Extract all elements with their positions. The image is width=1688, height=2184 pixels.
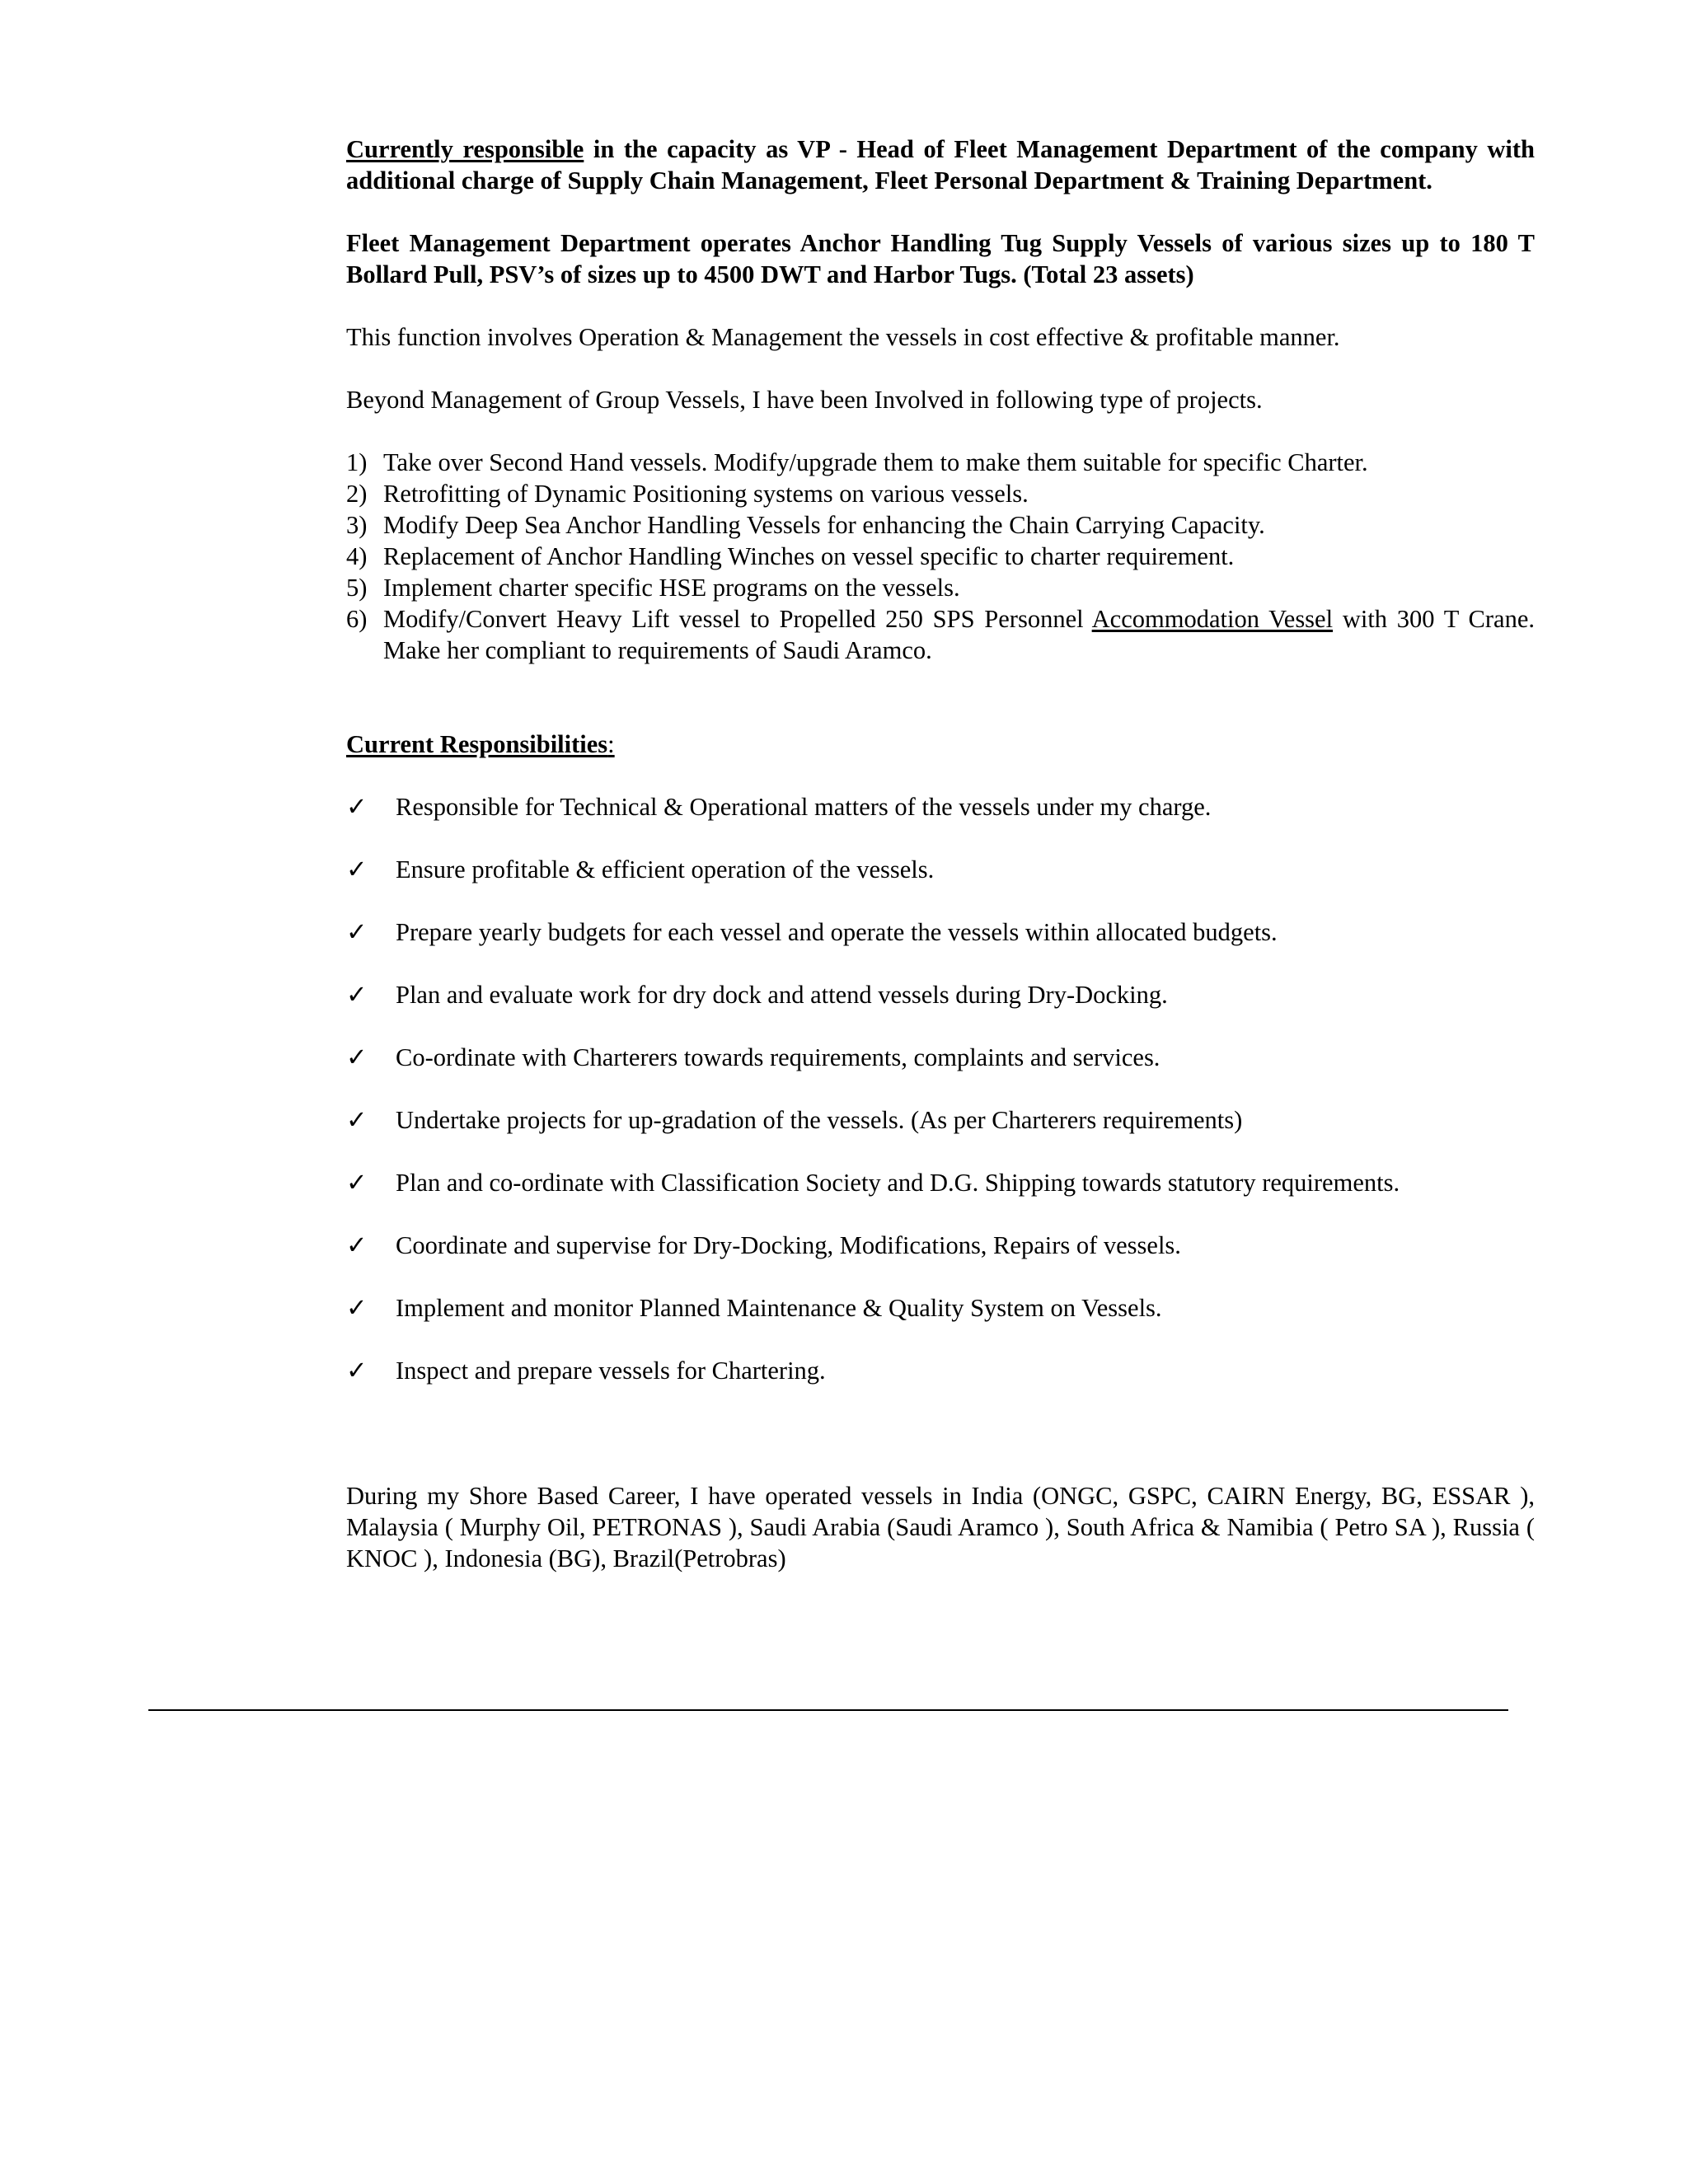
responsibility-text: Prepare yearly budgets for each vessel and operate the vessels within allocated budgets.	[396, 918, 1278, 946]
project-item	[346, 509, 1535, 541]
project-number: 1)	[346, 448, 368, 476]
checkmark-icon: ✓	[346, 1106, 368, 1134]
checkmark-icon: ✓	[346, 981, 368, 1009]
responsibility-text: Inspect and prepare vessels for Chartering.	[396, 1357, 826, 1385]
project-text-before: Modify/Convert Heavy Lift vessel to Propelled 250 SPS Personnel	[383, 605, 1092, 633]
horizontal-rule	[148, 1709, 1508, 1711]
fleet-statement: Fleet Management Department operates Anchor Handling Tug Supply Vessels of various sizes up to 180 T Bollard Pull, PSV’s of sizes up to 4500 DWT and Harbor Tugs. (Total 23 assets)	[346, 229, 1535, 288]
checkmark-icon: ✓	[346, 1357, 368, 1385]
project-item	[346, 478, 1535, 509]
checkmark-icon: ✓	[346, 793, 368, 821]
project-item	[346, 603, 1535, 666]
responsibility-item	[346, 1042, 1535, 1073]
responsibilities-list	[346, 791, 1535, 1386]
resume-page-content	[346, 134, 1535, 1574]
responsibility-text: Implement and monitor Planned Maintenance & Quality System on Vessels.	[396, 1294, 1162, 1322]
responsibility-item	[346, 916, 1535, 948]
responsibility-item	[346, 1292, 1535, 1324]
checkmark-icon: ✓	[346, 1043, 368, 1071]
project-number: 4)	[346, 542, 368, 570]
responsibilities-heading-colon: :	[607, 730, 615, 758]
responsibilities-heading-text: Current Responsibilities	[346, 730, 608, 758]
project-item	[346, 572, 1535, 603]
responsibility-text: Ensure profitable & efficient operation of the vessels.	[396, 855, 935, 883]
checkmark-icon: ✓	[346, 1169, 368, 1197]
project-text: Retrofitting of Dynamic Positioning systems on various vessels.	[383, 480, 1029, 508]
responsibilities-heading	[346, 729, 1535, 760]
responsibility-item	[346, 979, 1535, 1010]
responsibility-item	[346, 1230, 1535, 1261]
intro-paragraph	[346, 134, 1535, 196]
responsibility-text: Plan and co-ordinate with Classification Society and D.G. Shipping towards statutory requirements.	[396, 1169, 1400, 1197]
projects-list	[346, 447, 1535, 666]
function-statement: This function involves Operation & Management the vessels in cost effective & profitable manner.	[346, 323, 1340, 351]
responsibility-text: Coordinate and supervise for Dry-Docking, Modifications, Repairs of vessels.	[396, 1231, 1181, 1259]
responsibility-item	[346, 791, 1535, 823]
project-item	[346, 447, 1535, 478]
responsibility-text: Responsible for Technical & Operational matters of the vessels under my charge.	[396, 793, 1212, 821]
project-text-after: with 300 T Crane. Make her compliant to requirements of Saudi Aramco.	[383, 605, 1536, 664]
project-number: 6)	[346, 605, 368, 633]
responsibility-item	[346, 1167, 1535, 1198]
checkmark-icon: ✓	[346, 1231, 368, 1259]
projects-intro: Beyond Management of Group Vessels, I have been Involved in following type of projects.	[346, 386, 1263, 414]
checkmark-icon: ✓	[346, 1294, 368, 1322]
responsibility-item	[346, 1104, 1535, 1136]
intro-lead-rest: in the capacity as VP - Head of Fleet Management Department of the company with additional charge of Supply Chain Management, Fleet Personal Department & Training Department.	[346, 135, 1535, 194]
project-number: 2)	[346, 480, 368, 508]
project-text: Replacement of Anchor Handling Winches on vessel specific to charter requirement.	[383, 542, 1235, 570]
project-item	[346, 541, 1535, 572]
project-text: Implement charter specific HSE programs on the vessels.	[383, 574, 960, 602]
responsibility-text: Plan and evaluate work for dry dock and attend vessels during Dry-Docking.	[396, 981, 1168, 1009]
project-number: 5)	[346, 574, 368, 602]
project-text: Modify Deep Sea Anchor Handling Vessels for enhancing the Chain Carrying Capacity.	[383, 511, 1265, 539]
intro-lead-underlined: Currently responsible	[346, 135, 584, 163]
checkmark-icon: ✓	[346, 855, 368, 883]
project-number: 3)	[346, 511, 368, 539]
responsibility-item	[346, 854, 1535, 885]
project-text: Take over Second Hand vessels. Modify/upgrade them to make them suitable for specific Charter.	[383, 448, 1368, 476]
responsibility-text: Co-ordinate with Charterers towards requirements, complaints and services.	[396, 1043, 1160, 1071]
responsibility-text: Undertake projects for up-gradation of the vessels. (As per Charterers requirements)	[396, 1106, 1243, 1134]
responsibility-item	[346, 1355, 1535, 1386]
career-statement: During my Shore Based Career, I have operated vessels in India (ONGC, GSPC, CAIRN Energy, BG, ESSAR ), Malaysia ( Murphy Oil, PETRONAS ), Saudi Arabia (Saudi Aramco ), South Africa & Namibia ( Petro SA ), Russia ( KNOC ), Indonesia (BG), Brazil(Petrobras)	[346, 1482, 1535, 1572]
checkmark-icon: ✓	[346, 918, 368, 946]
project-text-underlined: Accommodation Vessel	[1091, 605, 1334, 633]
